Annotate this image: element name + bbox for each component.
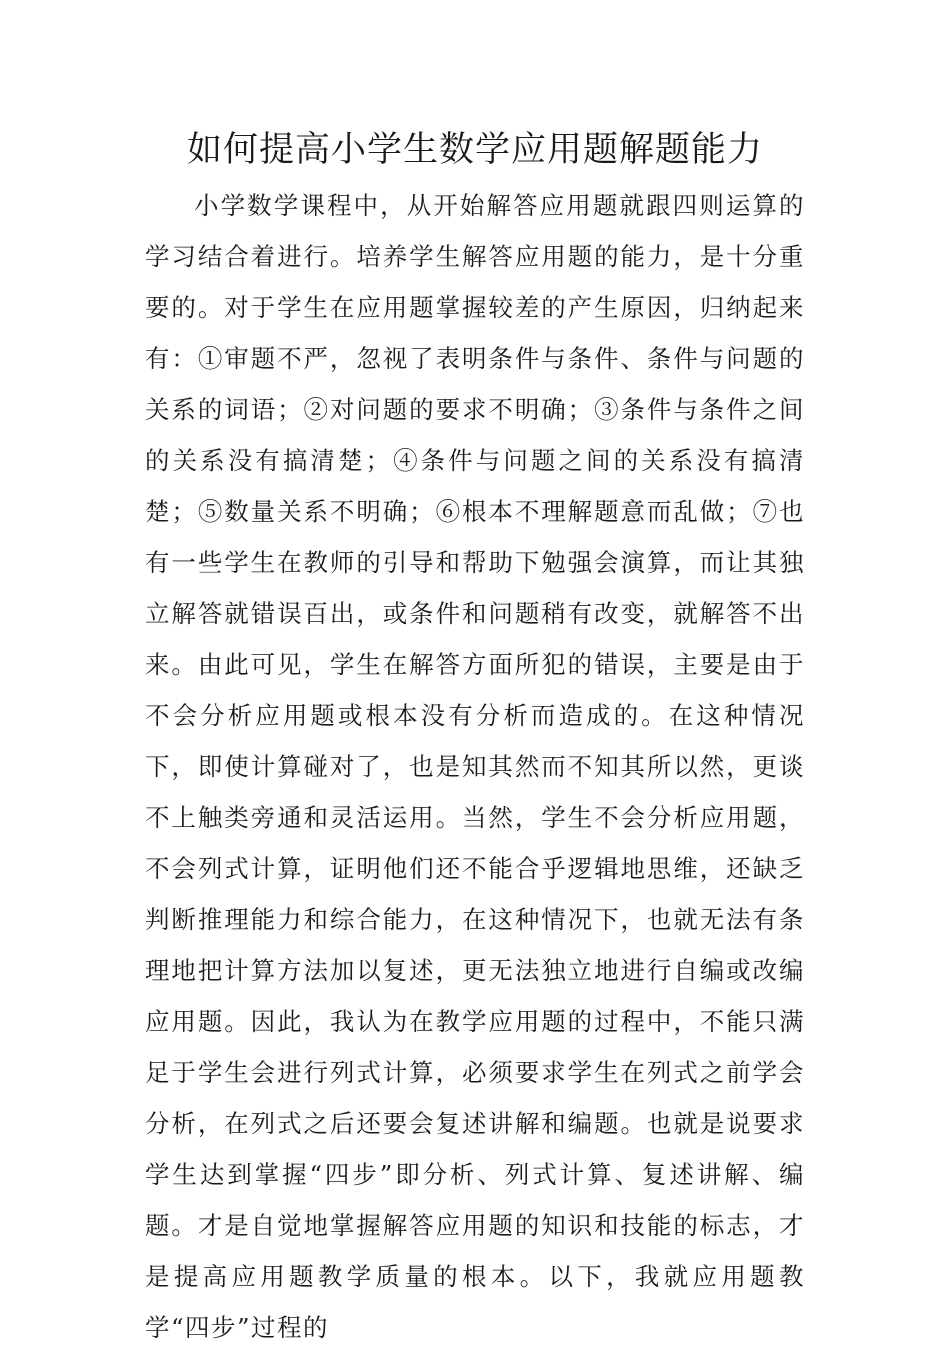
document-title: 如何提高小学生数学应用题解题能力 (186, 130, 763, 170)
body-paragraph: 小学数学课程中，从开始解答应用题就跟四则运算的学习结合着进行。培养学生解答应用题的能力，是十分重要的。对于学生在应用题掌握较差的产生原因，归纳起来有：①审题不严，忽视了表明条件与条件、条件与问题的关系的词语；②对问题的要求不明确；③条件与条件之间的关系没有搞清楚；④条件与问题之间的关系没有搞清楚；⑤数量关系不明确；⑥根本不理解题意而乱做；⑦也有一些学生在教师的引导和帮助下勉强会演算，而让其独立解答就错误百出，或条件和问题稍有改变，就解答不出来。由此可见，学生在解答方面所犯的错误，主要是由于不会分析应用题或根本没有分析而造成的。在这种情况下，即使计算碰对了，也是知其然而不知其所以然，更谈不上触类旁通和灵活运用。当然，学生不会分析应用题，不会列式计算，证明他们还不能合乎逻辑地思维，还缺乏判断推理能力和综合能力，在这种情况下，也就无法有条理地把计算方法加以复述，更无法独立地进行自编或改编应用题。因此，我认为在教学应用题的过程中，不能只满足于学生会进行列式计算，必须要求学生在列式之前学会分析，在列式之后还要会复述讲解和编题。也就是说要求学生达到掌握“四步”即分析、列式计算、复述讲解、编题。才是自觉地掌握解答应用题的知识和技能的标志，才是提高应用题教学质量的根本。以下，我就应用题教学“四步”过程的 (145, 191, 805, 1342)
